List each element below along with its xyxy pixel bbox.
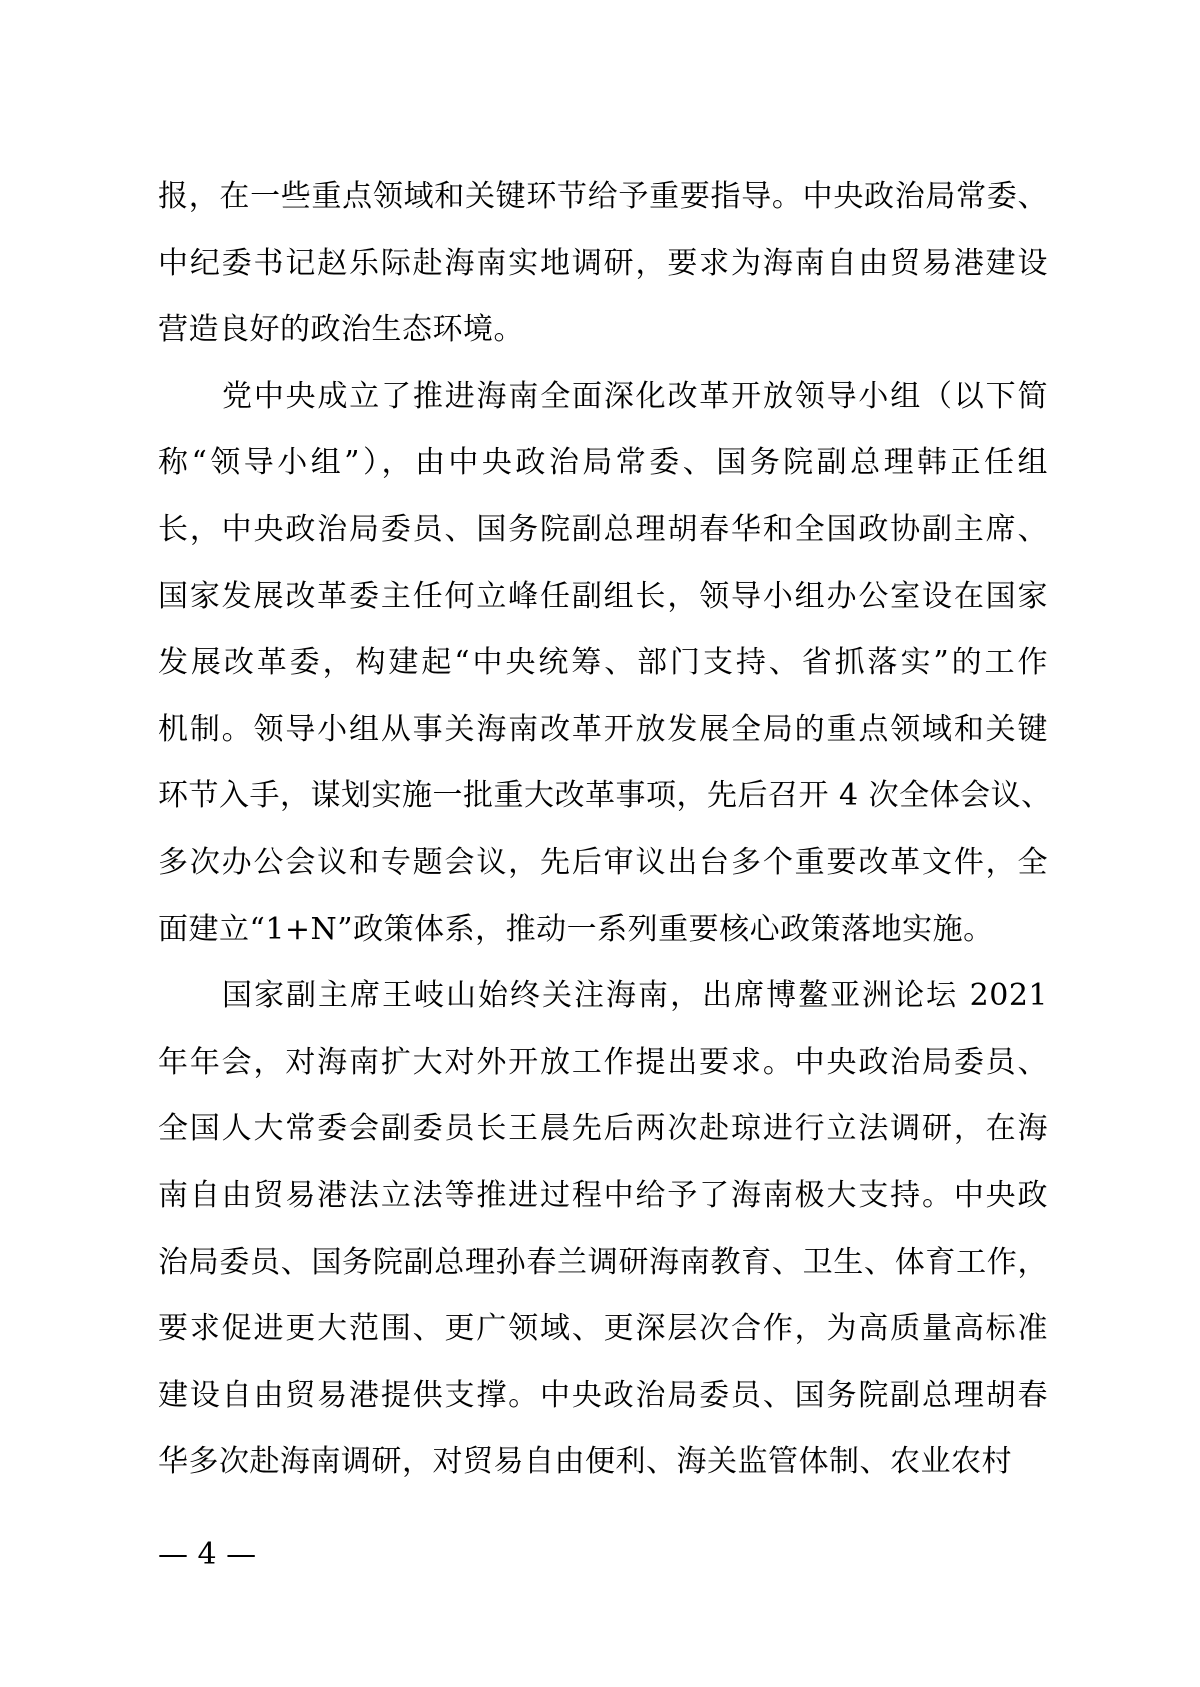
text-line: 建设自由贸易港提供支撑。中央政治局委员、国务院副总理胡春 — [158, 1377, 1048, 1413]
paragraph — [158, 176, 1048, 376]
page-number: — 4 — — [158, 1537, 257, 1572]
text-line: 年年会，对海南扩大对外开放工作提出要求。中央政治局委员、 — [158, 1044, 1048, 1080]
document-body — [158, 176, 1052, 1508]
text-line: 报，在一些重点领域和关键环节给予重要指导。中央政治局常委、 — [158, 179, 1048, 214]
text-line: 南自由贸易港法立法等推进过程中给予了海南极大支持。中央政 — [158, 1177, 1048, 1213]
text-line: 华多次赴海南调研，对贸易自由便利、海关监管体制、农业农村 — [158, 1444, 1012, 1480]
text-line: 营造良好的政治生态环境。 — [158, 312, 524, 348]
paragraph — [158, 975, 1048, 1508]
text-line: 党中央成立了推进海南全面深化改革开放领导小组（以下简 — [222, 378, 1048, 414]
text-line: 治局委员、国务院副总理孙春兰调研海南教育、卫生、体育工作， — [158, 1244, 1048, 1280]
text-line: 多次办公会议和专题会议，先后审议出台多个重要改革文件，全 — [158, 844, 1048, 880]
text-line: 中纪委书记赵乐际赴海南实地调研，要求为海南自由贸易港建设 — [158, 245, 1048, 281]
text-line: 称“领导小组”），由中央政治局常委、国务院副总理韩正任组 — [158, 445, 1048, 481]
text-line: 要求促进更大范围、更广领域、更深层次合作，为高质量高标准 — [158, 1311, 1048, 1347]
text-line: 发展改革委，构建起“中央统筹、部门支持、省抓落实”的工作 — [158, 645, 1048, 681]
text-line: 面建立“1+N”政策体系，推动一系列重要核心政策落地实施。 — [158, 911, 994, 947]
text-line: 国家副主席王岐山始终关注海南，出席博鳌亚洲论坛 2021 — [222, 978, 1048, 1014]
text-line: 国家发展改革委主任何立峰任副组长，领导小组办公室设在国家 — [158, 578, 1048, 614]
text-line: 全国人大常委会副委员长王晨先后两次赴琼进行立法调研，在海 — [158, 1111, 1048, 1147]
paragraph — [158, 376, 1052, 975]
text-line: 机制。领导小组从事关海南改革开放发展全局的重点领域和关键 — [158, 711, 1048, 747]
text-line: 环节入手，谋划实施一批重大改革事项，先后召开 4 次全体会议、 — [158, 778, 1052, 814]
text-line: 长，中央政治局委员、国务院副总理胡春华和全国政协副主席、 — [158, 511, 1048, 547]
